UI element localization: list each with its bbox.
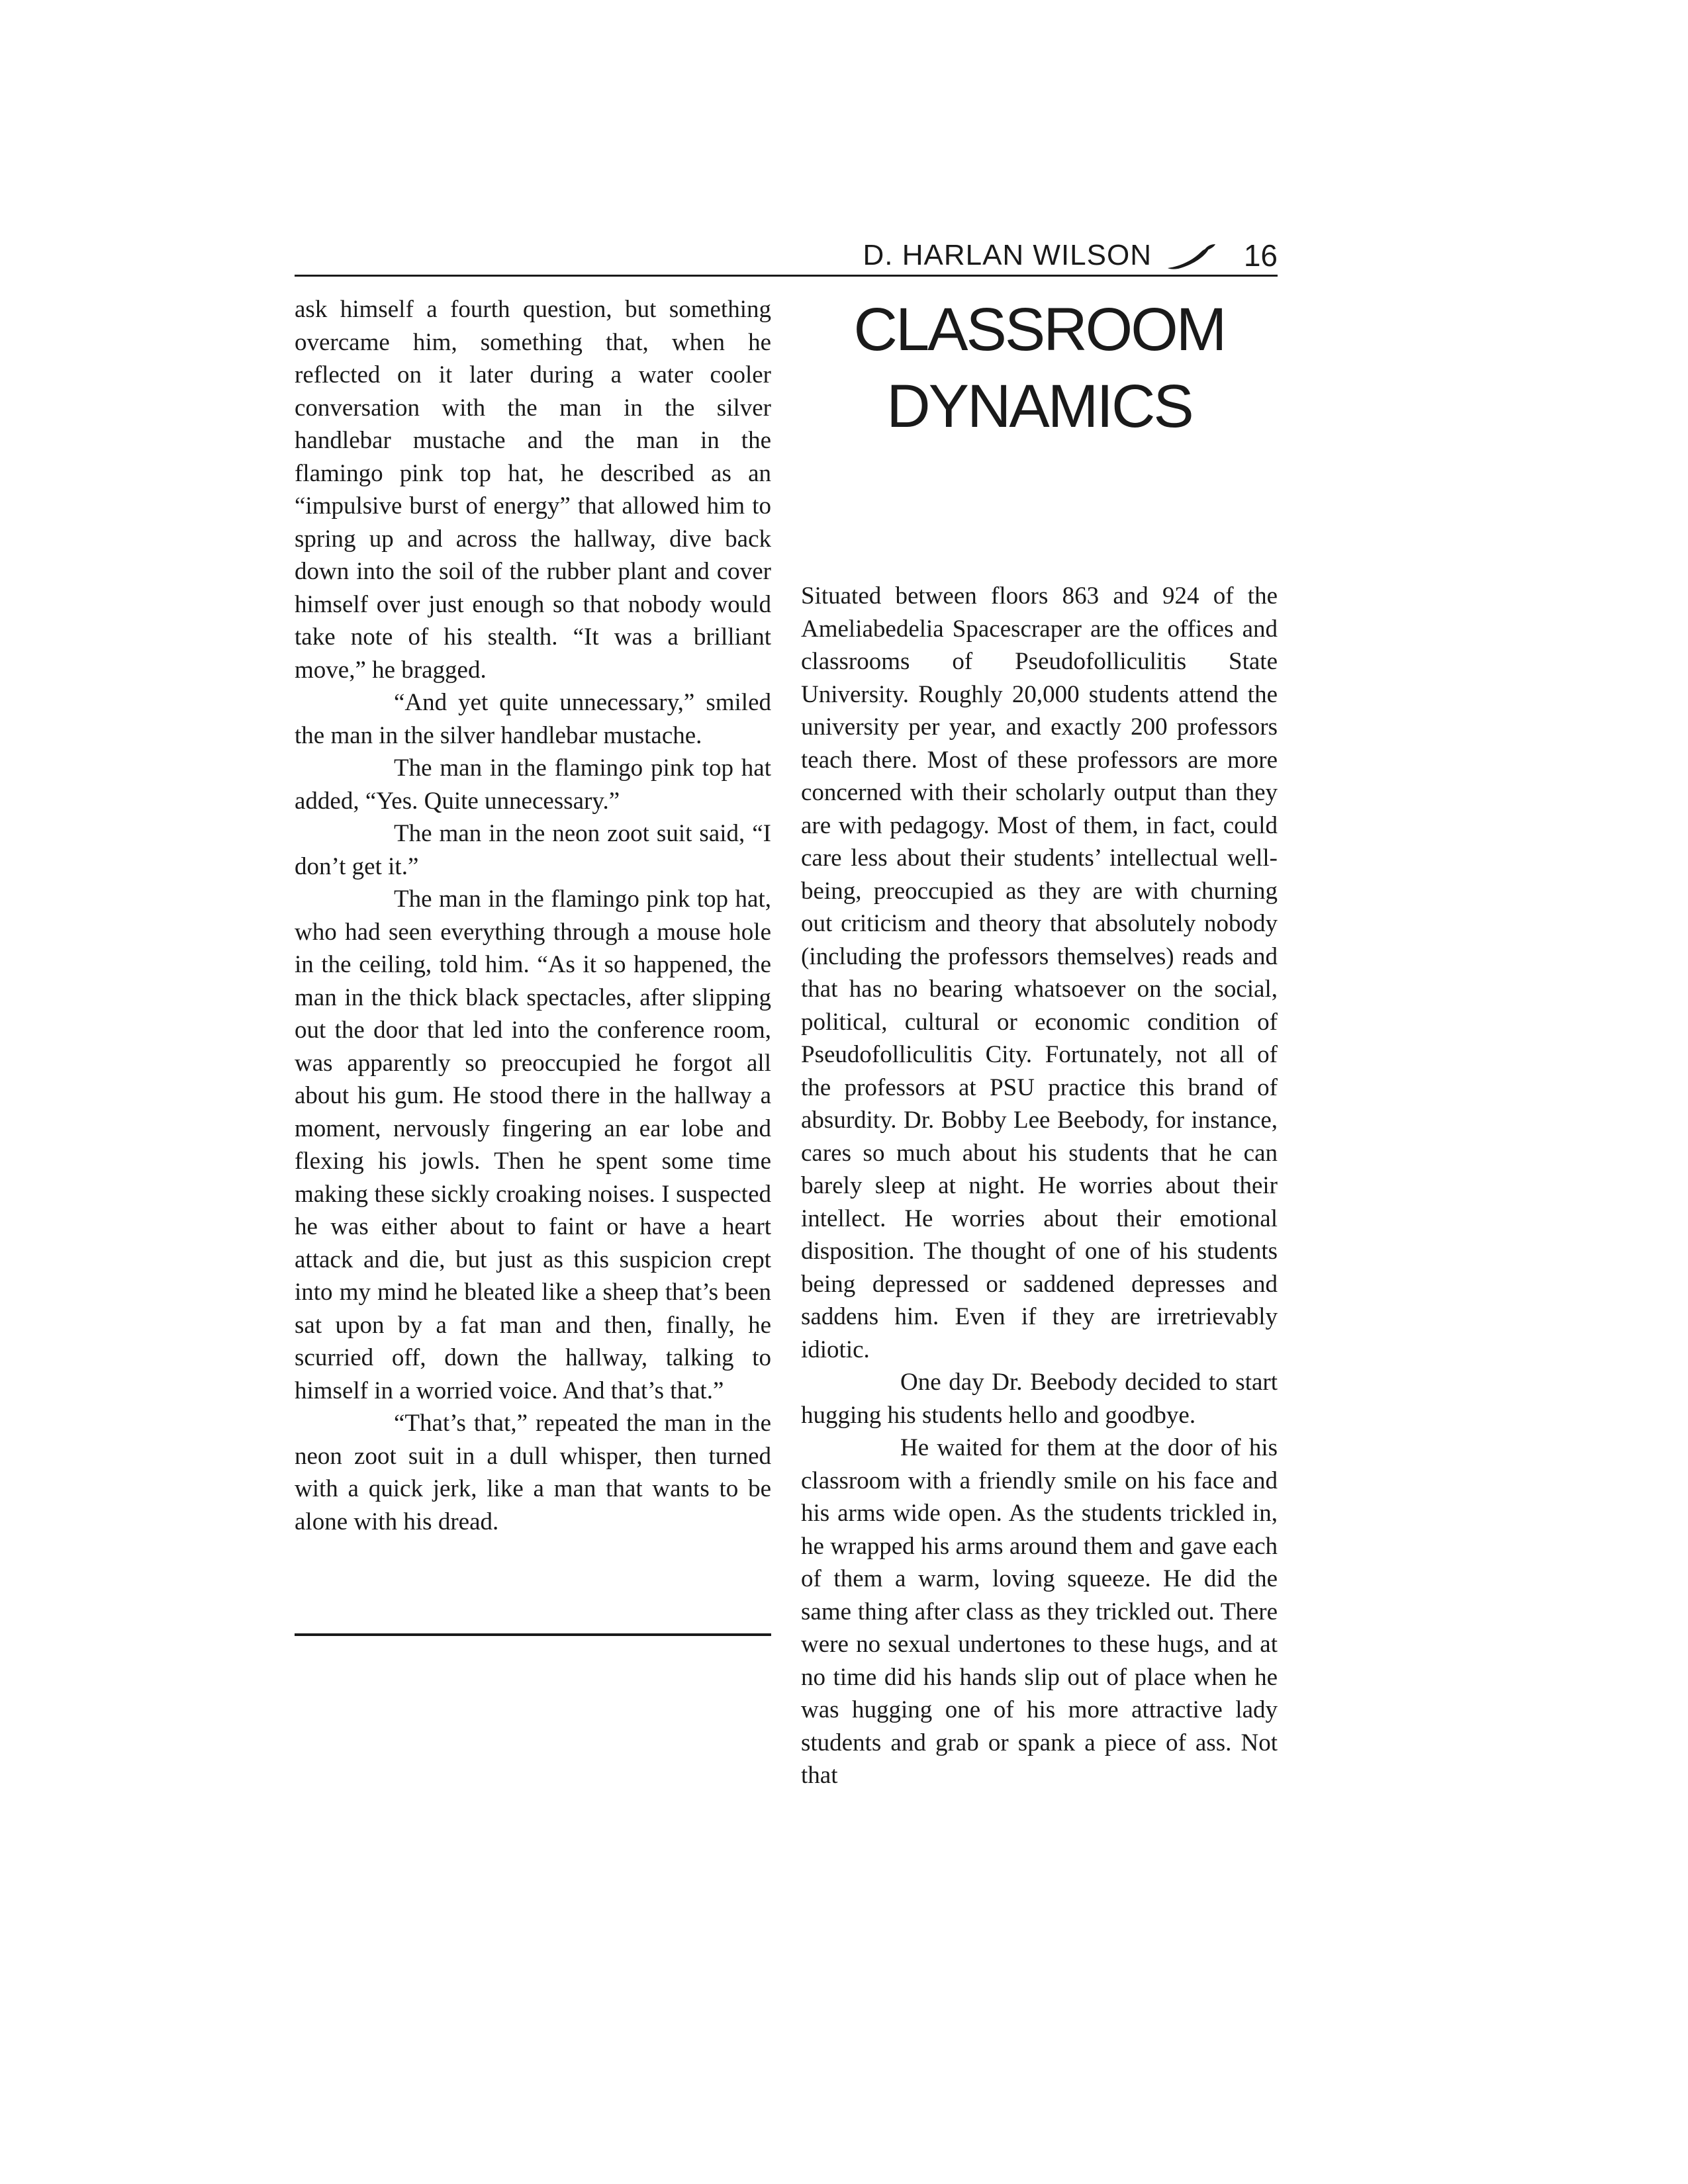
running-header-author: D. HARLAN WILSON	[863, 239, 1152, 271]
running-header	[295, 235, 1278, 276]
paragraph: The man in the flamingo pink top hat, who had seen everything through a mouse hole in the ceiling, told him. “As it so happened, the man in the thick black spectacles, after slipping out the door that led into the conference room, was apparently so preoccupied he forgot all about his gum. He stood there in the hallway a moment, nervously fingering an ear lobe and flexing his jowls. Then he spent some time making these sickly croaking noises. I suspected he was either about to faint or have a heart attack and die, but just as this suspicion crept into my mind he bleated like a sheep that’s been sat upon by a fat man and then, finally, he scurried off, down the hallway, talking to himself in a worried voice. And that’s that.”	[295, 886, 771, 1404]
chapter-title-line1: CLASSROOM	[853, 296, 1225, 363]
paragraph: The man in the neon zoot suit said, “I don’t get it.”	[295, 820, 771, 880]
paragraph: One day Dr. Beebody decided to start hugging his students hello and goodbye.	[801, 1369, 1278, 1429]
chili-pepper-icon	[1165, 242, 1218, 271]
paragraph: The man in the flamingo pink top hat added, “Yes. Quite unnecessary.”	[295, 754, 771, 815]
paragraph: “And yet quite unnecessary,” smiled the man in the silver handlebar mustache.	[295, 689, 771, 749]
page-number: 16	[1243, 238, 1278, 273]
paragraph: He waited for them at the door of his classroom with a friendly smile on his face and his arms wide open. As the students trickled in, he wrapped his arms around them and gave each of them a warm, loving squeeze. He did the same thing after class as they trickled out. There were no sexual undertones to these hugs, and at no time did his hands slip out of place when he was hugging one of his more attractive lady students and grab or spank a piece of ass. Not that	[801, 1434, 1278, 1789]
paragraph: ask himself a fourth question, but something overcame him, something that, when he reflected on it later during a water cooler conversation with the man in the silver handlebar mustache and the man in the flamingo pink top hat, he described as an “impulsive burst of energy” that allowed him to spring up and across the hallway, dive back down into the soil of the rubber plant and cover himself over just enough so that nobody would take note of his stealth. “It was a brilliant move,” he bragged.	[295, 296, 771, 684]
chapter-title-line2: DYNAMICS	[886, 373, 1192, 440]
paragraph: Situated between floors 863 and 924 of the Ameliabedelia Spacescraper are the offices and classrooms of Pseudofolliculitis State University. Roughly 20,000 students attend the university per year, and exactly 200 professors teach there. Most of these professors are more concerned with their scholarly output than they are with pedagogy. Most of them, in fact, could care less about their students’ intellectual well-being, preoccupied as they are with churning out criticism and theory that absolutely nobody (including the professors themselves) reads and that has no bearing whatsoever on the social, political, cultural or economic condition of Pseudofolliculitis City. Fortunately, not all of the professors at PSU practice this brand of absurdity. Dr. Bobby Lee Beebody, for instance, cares so much about his students that he can barely sleep at night. He worries about their intellect. He worries about their emotional disposition. The thought of one of his students being depressed or saddened depresses and saddens him. Even if they are irretrievably idiotic.	[801, 582, 1278, 1363]
right-column	[801, 580, 1278, 1792]
chapter-title	[801, 291, 1278, 445]
paragraph: “That’s that,” repeated the man in the neon zoot suit in a dull whisper, then turned with a quick jerk, like a man that wants to be alone with his dread.	[295, 1410, 771, 1535]
header-divider	[295, 275, 1278, 277]
section-end-divider	[295, 1633, 771, 1636]
left-column	[295, 293, 771, 1538]
